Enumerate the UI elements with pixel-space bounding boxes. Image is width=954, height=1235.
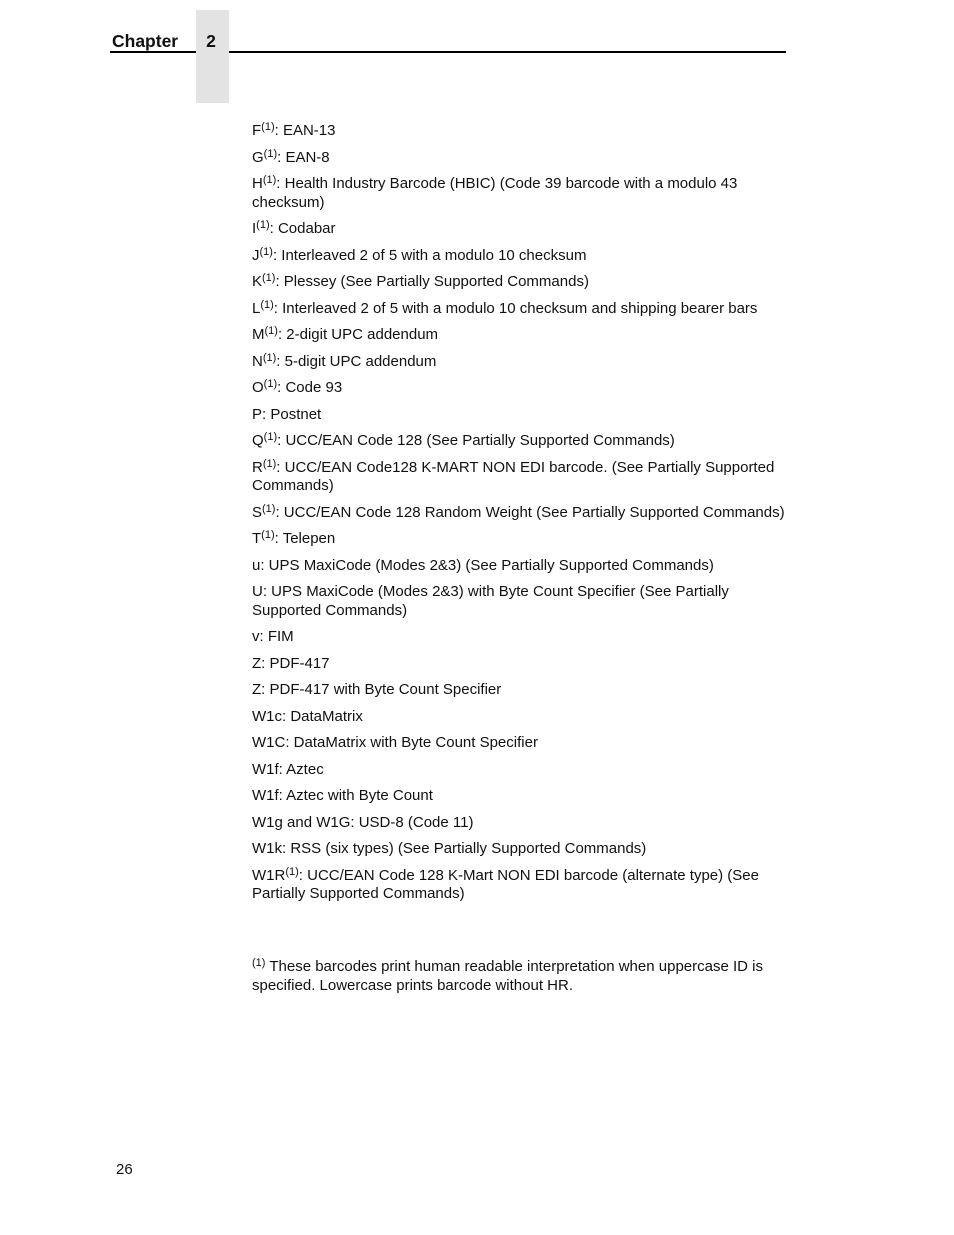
footnote-reference: (1) — [264, 325, 278, 337]
entry-description: : PDF-417 with Byte Count Specifier — [261, 681, 502, 698]
entry-description: : UPS MaxiCode (Modes 2&3) (See Partially Supported Commands) — [260, 556, 714, 574]
entry-description: : Interleaved 2 of 5 with a modulo 10 checksum — [272, 246, 587, 264]
footnote-reference: (1) — [262, 457, 277, 470]
footnote-reference: (1) — [262, 174, 277, 186]
list-item — [252, 734, 792, 753]
entry-description: : Aztec with Byte Count — [278, 787, 433, 804]
page-number: 26 — [116, 1161, 133, 1178]
entry-description: : USD-8 (Code 11) — [350, 813, 474, 831]
chapter-number: 2 — [206, 31, 216, 51]
list-item — [252, 761, 792, 780]
entry-code: M — [252, 326, 265, 343]
entry-code: W1C — [252, 734, 286, 751]
list-item — [252, 175, 792, 212]
footnote-reference: (1) — [263, 378, 278, 390]
list-item — [252, 787, 792, 806]
entry-code: Z — [252, 654, 262, 672]
entry-description: : EAN-13 — [274, 122, 336, 139]
entry-description: : Health Industry Barcode (HBIC) (Code 39 barcode with a modulo 43 checksum) — [252, 175, 738, 211]
footnote-mark: (1) — [252, 957, 266, 969]
footnote-reference: (1) — [260, 298, 274, 311]
entry-code: W1f — [252, 787, 279, 804]
list-item — [252, 655, 792, 674]
entry-code: W1c — [252, 707, 282, 725]
entry-code: W1R — [252, 866, 286, 884]
entry-description: : FIM — [259, 628, 294, 645]
list-item — [252, 628, 792, 647]
entry-description: : Telepen — [274, 530, 336, 547]
list-item — [252, 247, 792, 266]
list-item — [252, 814, 792, 833]
entry-code: G — [252, 148, 264, 166]
list-item — [252, 300, 792, 319]
entry-code: I — [252, 220, 257, 237]
list-item — [252, 273, 792, 292]
entry-code: P — [252, 405, 263, 423]
footnote — [252, 958, 792, 995]
entry-code: J — [252, 246, 260, 264]
footnote-reference: (1) — [263, 147, 278, 160]
entry-code: W1f — [252, 760, 279, 778]
entry-code: T — [252, 530, 262, 547]
entry-code: Z — [252, 681, 262, 698]
footnote-text: These barcodes print human readable interpretation when uppercase ID is specified. Lowercase prints barcode without HR. — [252, 958, 763, 994]
entry-description: : UPS MaxiCode (Modes 2&3) with Byte Count Specifier (See Partially Supported Commands) — [252, 583, 729, 619]
entry-code: L — [252, 299, 261, 317]
entry-code: H — [252, 175, 263, 192]
entry-code: O — [252, 379, 264, 396]
entry-description: : EAN-8 — [277, 148, 330, 166]
entry-code: K — [252, 273, 263, 290]
footnote-reference: (1) — [259, 245, 273, 258]
chapter-label: Chapter — [112, 31, 179, 51]
entry-code: U — [252, 583, 263, 600]
entry-description: : Plessey (See Partially Supported Commands) — [275, 273, 589, 290]
entry-description: : UCC/EAN Code128 K-MART NON EDI barcode. (See Partially Supported Commands) — [252, 458, 775, 494]
list-item — [252, 840, 792, 859]
list-item — [252, 149, 792, 168]
entry-description: : Interleaved 2 of 5 with a modulo 10 checksum and shipping bearer bars — [273, 299, 758, 317]
entry-description: : UCC/EAN Code 128 Random Weight (See Partially Supported Commands) — [275, 503, 785, 521]
entry-code: Q — [252, 432, 264, 449]
entry-code: S — [252, 503, 263, 521]
entry-description: : Code 93 — [277, 379, 343, 396]
entry-description: : Aztec — [278, 760, 324, 778]
list-item — [252, 379, 792, 398]
list-item — [252, 326, 792, 345]
footnote-reference: (1) — [285, 865, 299, 878]
entry-description: : 5-digit UPC addendum — [276, 352, 437, 370]
list-item — [252, 583, 792, 620]
header-rule-right — [229, 51, 786, 53]
list-item — [252, 220, 792, 239]
footnote-reference: (1) — [256, 219, 270, 231]
list-item — [252, 681, 792, 700]
entry-description: : Codabar — [269, 220, 336, 237]
footnote-reference: (1) — [262, 502, 276, 515]
entry-code: R — [252, 458, 263, 476]
list-item — [252, 353, 792, 372]
entry-description: : UCC/EAN Code 128 K-Mart NON EDI barcode (alternate type) (See Partially Supported Commands) — [252, 866, 759, 902]
footnote-reference: (1) — [262, 272, 276, 284]
barcode-type-list — [252, 122, 792, 912]
entry-code: F — [252, 122, 262, 139]
entry-code: W1g and W1G — [252, 813, 351, 831]
list-item — [252, 867, 792, 904]
entry-description: : PDF-417 — [261, 654, 330, 672]
list-item — [252, 504, 792, 523]
list-item — [252, 530, 792, 549]
entry-description: : UCC/EAN Code 128 (See Partially Supported Commands) — [277, 432, 675, 449]
footnote-reference: (1) — [262, 351, 277, 364]
entry-code: N — [252, 352, 263, 370]
entry-code: W1k — [252, 840, 282, 857]
list-item — [252, 432, 792, 451]
entry-description: : 2-digit UPC addendum — [277, 326, 439, 343]
footnote-reference: (1) — [261, 529, 275, 541]
footnote-reference: (1) — [261, 121, 275, 133]
entry-description: : RSS (six types) (See Partially Supported Commands) — [282, 840, 647, 857]
entry-code: v — [252, 628, 260, 645]
list-item — [252, 122, 792, 141]
entry-description: : Postnet — [262, 405, 322, 423]
entry-description: : DataMatrix — [282, 707, 363, 725]
entry-code: u — [252, 556, 261, 574]
list-item — [252, 708, 792, 727]
list-item — [252, 459, 792, 496]
header-rule-left — [110, 51, 196, 53]
entry-description: : DataMatrix with Byte Count Specifier — [285, 734, 538, 751]
list-item — [252, 557, 792, 576]
list-item — [252, 406, 792, 425]
footnote-reference: (1) — [263, 431, 278, 443]
chapter-tab — [196, 10, 229, 103]
